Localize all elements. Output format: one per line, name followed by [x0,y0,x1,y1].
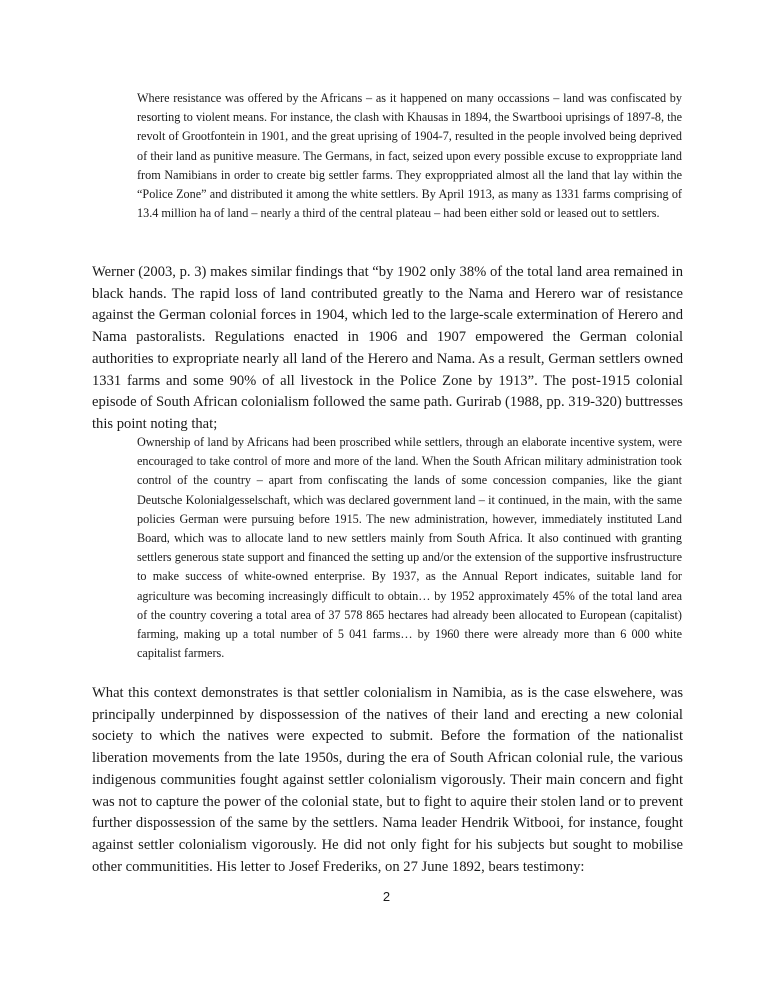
body-paragraph-werner-findings: Werner (2003, p. 3) makes similar findings that “by 1902 only 38% of the total land area remained in black hands. The rapid loss of land contributed greatly to the Nama and Herero war of resistance against the German colonial forces in 1904, which led to the large-scale extermination of Herero and Nama pastoralists. Regulations enacted in 1906 and 1907 empowered the German colonial authorities to expropriate nearly all land of the Herero and Nama. As a result, German settlers owned 1331 farms and some 90% of all livestock in the Police Zone by 1913”. The post-1915 colonial episode of South African colonialism followed the same path. Gurirab (1988, pp. 319-320) buttresses this point noting that; [92,264,683,432]
block-quote-south-african-land-policy: Ownership of land by Africans had been proscribed while settlers, through an elaborate incentive system, were encouraged to take control of more and more of the land. When the South African military administration took control of the country – apart from confiscating the lands of some concession companies, like the giant Deutsche Kolonialgesselschaft, which was declared government land – it continued, in the main, with the same policies German were pursuing before 1915. The new administration, however, immediately instituted Land Board, which was to allocate land to new settlers mainly from South Africa. It also continued with granting settlers generous state support and financed the setting up and/or the extension of the supportive insfrustructure to make success of white-owned enterprise. By 1937, as the Annual Report indicates, suitable land for agriculture was becoming increasingly difficult to obtain… by 1952 approximately 45% of the total land area of the country covering a total area of 37 578 865 hectares had already been allocated to European (capitalist) farming, making up a total number of 5 041 farms… by 1960 there were already more than 6 000 white capitalist farmers. [137,435,682,661]
page-number: 2 [382,889,391,904]
body-paragraph-settler-colonialism-context: What this context demonstrates is that settler colonialism in Namibia, as is the case elswehere, was principally underpinned by dispossession of the natives of their land and erecting a new colonial society to which the natives were expected to submit. Before the formation of the nationalist liberation movements from the late 1950s, during the era of South African colonial rule, the various indigenous communities fought against settler colonialism vigorously. Their main concern and fight was not to capture the power of the colonial state, but to fight to aquire their stolen land or to prevent further dispossession of the same by the settlers. Nama leader Hendrik Witbooi, for instance, fought against settler colonialism vigorously. He did not only fight for his subjects but sought to mobilise other communitities. His letter to Josef Frederiks, on 27 June 1892, bears testimony: [92,685,683,875]
block-quote-german-land-confiscation: Where resistance was offered by the Africans – as it happened on many occassions – land was confiscated by resorting to violent means. For instance, the clash with Khausas in 1894, the Swartbooi uprisings of 1897-8, the revolt of Grootfontein in 1901, and the great uprising of 1904-7, resulted in the people involved being deprived of their land as punitive measure. The Germans, in fact, seized upon every possible excuse to exproppriate land from Namibians in order to create big settler farms. They exproppriated almost all the land that lay within the “Police Zone” and distributed it among the white settlers. By April 1913, as many as 1331 farms comprising of 13.4 million ha of land – nearly a third of the central plateau – had been either sold or leased out to settlers. [137,91,682,221]
